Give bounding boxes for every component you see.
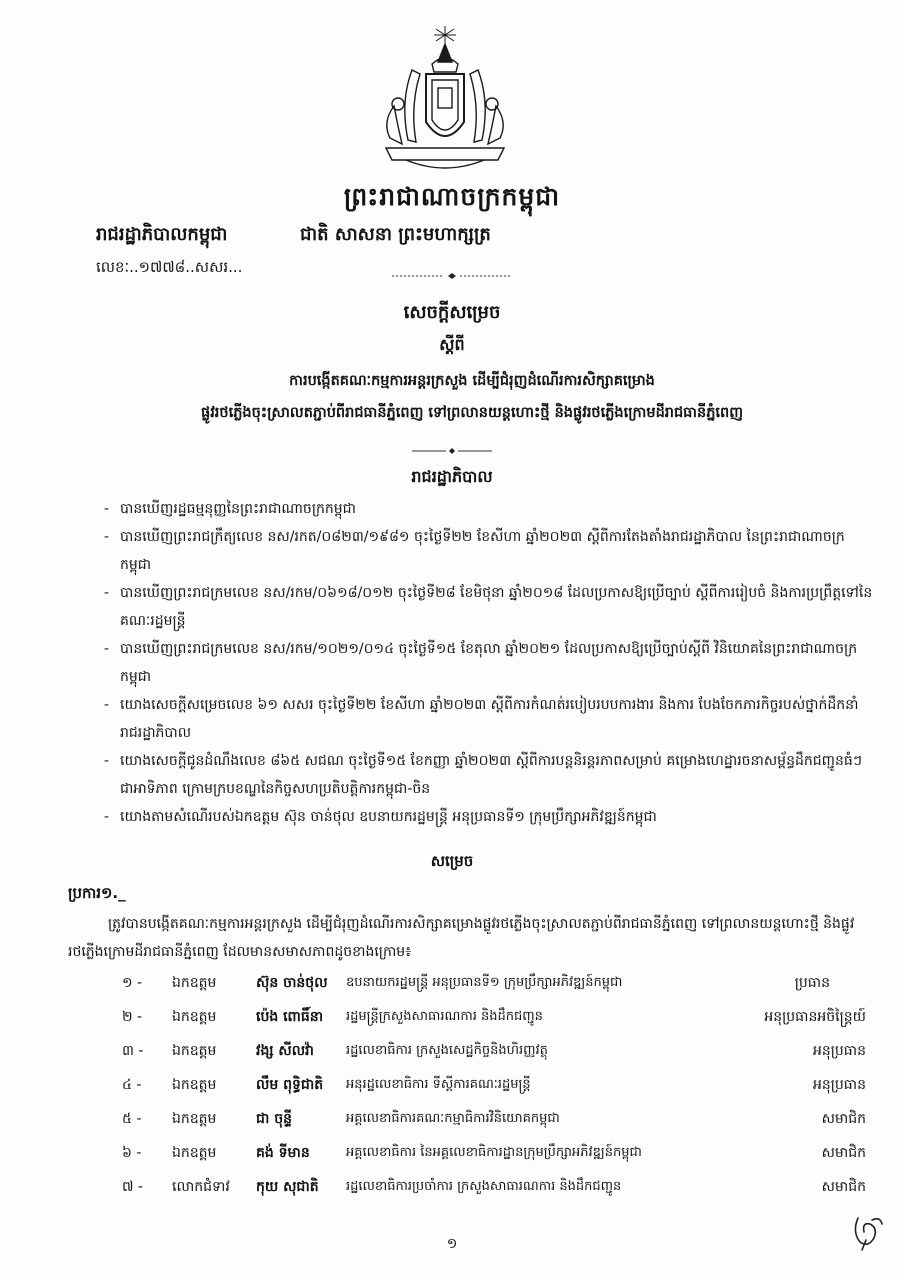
royal-coat-of-arms-emblem xyxy=(372,22,518,178)
handwritten-initial-mark xyxy=(848,1210,888,1252)
member-number: ១ - xyxy=(122,975,143,991)
member-position: រដ្ឋលេខាធិការប្រចាំការ ក្រសួងសាធារណការ និងដឹកជញ្ជូន xyxy=(346,1179,622,1194)
consideration-item: - យោងសេចក្តីសម្រេចលេខ ៦១ សសរ ចុះថ្ងៃទី២២ ខែសីហា ឆ្នាំ២០២៣ ស្តីពីការកំណត់របៀបរបបការងារ និងការ បែងចែកភារកិច្ចរបស់ថ្នាក់ដឹកនាំរាជរដ្ឋាភិបាល xyxy=(104,691,874,747)
member-role: សមាជិក xyxy=(821,1179,866,1195)
member-row xyxy=(122,1170,866,1204)
page-number: ១ xyxy=(446,1236,458,1252)
decision-about-label: ស្តីពី xyxy=(439,335,465,354)
member-role: អនុប្រធាន xyxy=(812,1043,866,1059)
member-honorific: ឯកឧត្តម xyxy=(172,1077,217,1093)
member-honorific: លោកជំទាវ xyxy=(172,1179,230,1195)
member-honorific: ឯកឧត្តម xyxy=(172,1043,217,1059)
member-name: កុយ សុជាតិ xyxy=(256,1179,319,1195)
member-role: អនុប្រធានអចិន្ត្រៃយ៍ xyxy=(764,1009,866,1025)
member-name: ប៉េង ពោធិ៍នា xyxy=(256,1009,324,1025)
member-role: ប្រធាន xyxy=(794,975,830,991)
member-position: អគ្គលេខាធិការគណៈកម្មាធិការវិនិយោគកម្ពុជា xyxy=(346,1111,560,1126)
ornament-divider xyxy=(412,447,492,455)
consideration-item: - បានឃើញព្រះរាជក្រមលេខ នស/រកម/១០២១/០១៤ ចុះថ្ងៃទី១៥ ខែតុលា ឆ្នាំ២០២១ ដែលប្រកាសឱ្យប្រើច្បាប់ស្តីពី វិនិយោគនៃព្រះរាជាណាចក្រកម្ពុជា xyxy=(104,635,874,691)
member-number: ៣ - xyxy=(122,1043,144,1059)
member-name: ស៊ុន ចាន់ថុល xyxy=(256,975,328,991)
member-honorific: ឯកឧត្តម xyxy=(172,975,217,991)
member-position: អនុរដ្ឋលេខាធិការ ទីស្តីការគណៈរដ្ឋមន្ត្រី xyxy=(346,1077,531,1092)
ornament-divider xyxy=(392,272,512,280)
member-honorific: ឯកឧត្តម xyxy=(172,1009,217,1025)
member-row xyxy=(122,1136,866,1170)
member-name: ជា ចុន្ទី xyxy=(256,1111,292,1127)
national-motto: ជាតិ សាសនា ព្រះមហាក្សត្រ xyxy=(300,224,491,245)
kingdom-heading: ព្រះរាជាណាចក្រកម្ពុជា xyxy=(343,182,561,211)
issuing-government: រាជរដ្ឋាភិបាលកម្ពុជា xyxy=(96,224,228,245)
member-row xyxy=(122,966,866,1000)
consideration-item: - បានឃើញព្រះរាជក្រមលេខ នស/រកម/០៦១៨/០១២ ចុះថ្ងៃទី២៨ ខែមិថុនា ឆ្នាំ២០១៨ ដែលប្រកាសឱ្យប្រើច្បាប់ ស្តីពីការរៀបចំ និងការប្រព្រឹត្តទៅនៃគណៈរដ្ឋមន្ត្រី xyxy=(104,579,874,635)
member-role: អនុប្រធាន xyxy=(812,1077,866,1093)
member-role: សមាជិក xyxy=(821,1145,866,1161)
member-position: ឧបនាយករដ្ឋមន្ត្រី អនុប្រធានទី១ ក្រុមប្រឹក្សាអភិវឌ្ឍន៍កម្ពុជា xyxy=(346,975,623,990)
member-row xyxy=(122,1000,866,1034)
decision-title: សេចក្តីសម្រេច xyxy=(403,302,501,323)
member-position: រដ្ឋលេខាធិការ ក្រសួងសេដ្ឋកិច្ចនិងហិរញ្ញវត្ថុ xyxy=(346,1043,548,1058)
article-1-label: ប្រការ១._ xyxy=(68,884,126,902)
member-name: វង្ស សីលវ៉ា xyxy=(256,1043,314,1059)
member-name: គង់ ទីមាន xyxy=(256,1145,310,1161)
decision-subject-line-1: ការបង្កើតគណៈកម្មការអន្តរក្រសួង ដើម្បីជំរុញដំណើរការសិក្សាគម្រោង xyxy=(289,373,655,389)
member-number: ៤ - xyxy=(122,1077,142,1093)
decides-heading: សម្រេច xyxy=(430,852,474,870)
consideration-item: - យោងសេចក្តីជូនដំណឹងលេខ ៨៦៥ សជណ ចុះថ្ងៃទី១៥ ខែកញ្ញា ឆ្នាំ២០២៣ ស្តីពីការបន្តនិរន្តរភាពសម្រាប់ គម្រោងហេដ្ឋារចនាសម្ព័ន្ធដឹកជញ្ជូនធំៗជាអាទិភាព ក្រោមក្របខណ្ឌនៃកិច្ចសហប្រតិបត្តិការកម្ពុជា-ចិន xyxy=(104,747,874,803)
member-honorific: ឯកឧត្តម xyxy=(172,1145,217,1161)
member-number: ៧ - xyxy=(122,1179,143,1195)
government-heading: រាជរដ្ឋាភិបាល xyxy=(411,467,493,486)
considerations-list xyxy=(104,495,874,831)
committee-members-list xyxy=(122,966,866,1204)
member-number: ៦ - xyxy=(122,1145,142,1161)
member-row xyxy=(122,1068,866,1102)
decision-subject-line-2: ផ្លូវរថភ្លើងចុះស្រាលតភ្ជាប់ពីរាជធានីភ្នំពេញ ទៅព្រលានយន្តហោះថ្មី និងផ្លូវរថភ្លើងក្រោមដីរាជធានីភ្នំពេញ xyxy=(200,405,744,421)
member-number: ៥ - xyxy=(122,1111,142,1127)
member-honorific: ឯកឧត្តម xyxy=(172,1111,217,1127)
member-name: លឹម ពុទ្ធិជាតិ xyxy=(256,1077,324,1093)
consideration-item: - បានឃើញរដ្ឋធម្មនុញ្ញនៃព្រះរាជាណាចក្រកម្ពុជា xyxy=(104,495,874,523)
member-position: រដ្ឋមន្ត្រីក្រសួងសាធារណការ និងដឹកជញ្ជូន xyxy=(346,1009,543,1024)
member-row xyxy=(122,1102,866,1136)
member-row xyxy=(122,1034,866,1068)
consideration-item: - បានឃើញព្រះរាជក្រឹត្យលេខ នស/រកត/០៨២៣/១៩៨១ ចុះថ្ងៃទី២២ ខែសីហា ឆ្នាំ២០២៣ ស្តីពីការតែងតាំងរាជរដ្ឋាភិបាល នៃព្រះរាជាណាចក្រកម្ពុជា xyxy=(104,523,874,579)
consideration-item: - យោងតាមសំណើរបស់ឯកឧត្តម ស៊ុន ចាន់ថុល ឧបនាយករដ្ឋមន្ត្រី អនុប្រធានទី១ ក្រុមប្រឹក្សាអភិវឌ្ឍន៍កម្ពុជា xyxy=(104,803,874,831)
reference-number: លេខៈ..១៧៧៨..សសរ... xyxy=(96,258,243,276)
member-number: ២ - xyxy=(122,1009,143,1025)
member-role: សមាជិក xyxy=(821,1111,866,1127)
article-1-text: ត្រូវបានបង្កើតគណៈកម្មការអន្តរក្រសួង ដើម្បីជំរុញដំណើរការសិក្សាគម្រោងផ្លូវរថភ្លើងចុះស្រាលតភ្ជាប់ពីរាជធានីភ្នំពេញ ទៅព្រលានយន្តហោះថ្មី និងផ្លូវរថភ្លើងក្រោមដីរាជធានីភ្នំពេញ ដែលមានសមាសភាពដូចខាងក្រោម៖ xyxy=(68,916,855,960)
member-position: អគ្គលេខាធិការ នៃអគ្គលេខាធិការដ្ឋានក្រុមប្រឹក្សាអភិវឌ្ឍន៍កម្ពុជា xyxy=(346,1145,642,1160)
